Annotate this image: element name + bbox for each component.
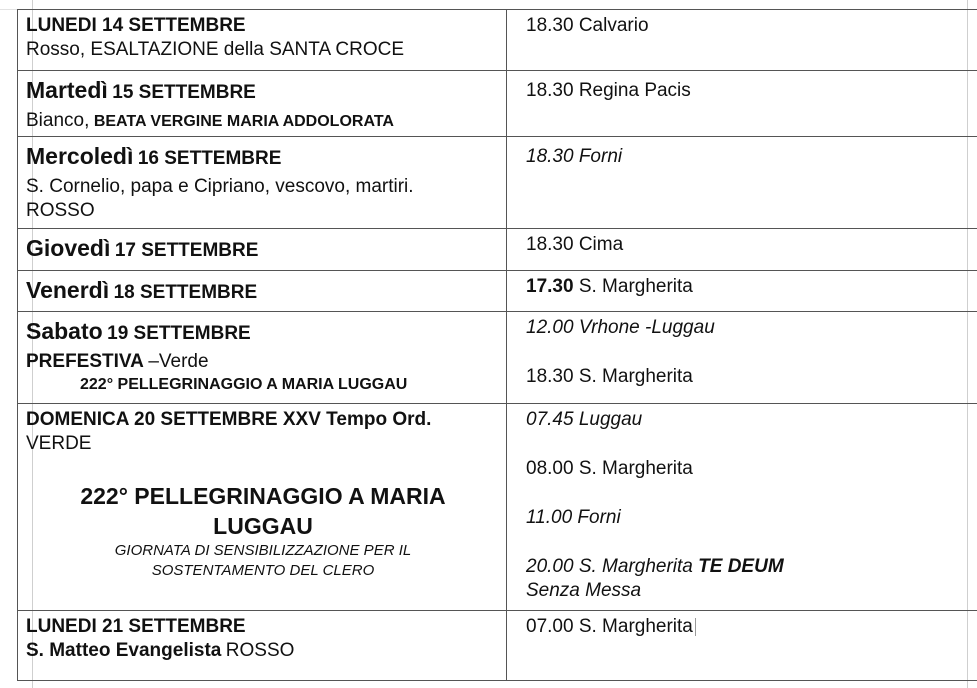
mass-time — [526, 555, 977, 579]
pilgrimage-title-cont: LUGGAU — [213, 513, 313, 539]
mass-cell[interactable] — [507, 271, 977, 312]
pilgrimage-title: 222° PELLEGRINAGGIO A MARIA — [80, 483, 446, 509]
liturgical-color: Bianco, — [26, 110, 90, 131]
mass-cell[interactable] — [507, 137, 977, 229]
liturgical-color: VERDE — [26, 433, 92, 454]
day-date: 18 SETTEMBRE — [113, 282, 258, 303]
mass-time — [526, 615, 977, 639]
te-deum-label: TE DEUM — [698, 556, 784, 577]
table-row — [18, 404, 977, 611]
mass-hour: 17.30 — [526, 276, 574, 297]
mass-time: 18.30 Calvario — [526, 15, 649, 36]
day-name: Sabato — [26, 318, 103, 344]
day-heading — [26, 141, 500, 175]
mass-time: 18.30 Cima — [526, 234, 624, 255]
mass-time: 18.30 Regina Pacis — [526, 80, 691, 101]
mass-cell[interactable] — [507, 404, 977, 611]
day-name: Venerdì — [26, 277, 110, 303]
day-cell[interactable] — [18, 10, 507, 71]
day-heading — [26, 75, 500, 109]
liturgical-color: –Verde — [148, 351, 209, 372]
day-cell[interactable] — [18, 611, 507, 681]
day-cell[interactable] — [18, 137, 507, 229]
day-date: 15 SETTEMBRE — [112, 82, 256, 103]
mass-time: 07.45 Luggau — [526, 409, 643, 430]
mass-time: 08.00 S. Margherita — [526, 458, 693, 479]
day-date: 17 SETTEMBRE — [114, 240, 259, 261]
mass-place: 20.00 S. Margherita — [526, 556, 693, 577]
day-heading: DOMENICA 20 SETTEMBRE XXV Tempo Ord. — [26, 409, 432, 430]
mass-cell[interactable] — [507, 611, 977, 681]
day-name: Giovedì — [26, 235, 111, 261]
mass-cell[interactable] — [507, 71, 977, 137]
liturgical-note — [26, 639, 500, 664]
table-row — [18, 229, 977, 271]
day-cell[interactable] — [18, 71, 507, 137]
pilgrimage-subtitle-cont: SOSTENTAMENTO DEL CLERO — [151, 562, 375, 579]
mass-cell[interactable] — [507, 312, 977, 404]
day-cell[interactable] — [18, 229, 507, 271]
day-heading — [26, 275, 500, 309]
liturgical-color: ROSSO — [26, 200, 95, 221]
mass-time: 11.00 Forni — [526, 507, 621, 528]
mass-cell[interactable] — [507, 10, 977, 71]
day-heading — [26, 316, 500, 350]
day-heading: LUNEDI 21 SETTEMBRE — [26, 616, 246, 637]
table-row — [18, 10, 977, 71]
day-name: Mercoledì — [26, 143, 134, 169]
mass-cell[interactable] — [507, 229, 977, 271]
liturgical-color: ROSSO — [225, 640, 295, 661]
day-cell[interactable] — [18, 404, 507, 611]
saint-name: S. Matteo Evangelista — [26, 640, 222, 661]
day-cell[interactable] — [18, 271, 507, 312]
table-row — [18, 611, 977, 681]
pilgrimage-note: 222° PELLEGRINAGGIO A MARIA LUGGAU — [80, 376, 408, 393]
text-cursor-icon — [695, 618, 696, 636]
table-row — [18, 271, 977, 312]
mass-place: S. Margherita — [578, 276, 693, 297]
mass-time: 18.30 S. Margherita — [526, 366, 693, 387]
table-row — [18, 137, 977, 229]
schedule-table — [17, 9, 977, 681]
table-row — [18, 312, 977, 404]
day-date: 19 SETTEMBRE — [107, 323, 251, 344]
prefestiva-line — [26, 350, 500, 375]
day-name: Martedì — [26, 77, 108, 103]
mass-place: 07.00 S. Margherita — [526, 616, 693, 637]
liturgical-note — [26, 109, 500, 133]
mass-note: Senza Messa — [526, 580, 642, 601]
prefestiva-label: PREFESTIVA — [26, 351, 144, 372]
liturgical-note: Rosso, ESALTAZIONE della SANTA CROCE — [26, 39, 404, 60]
mass-time: 18.30 Forni — [526, 146, 623, 167]
liturgical-note: S. Cornelio, papa e Cipriano, vescovo, martiri. — [26, 176, 414, 197]
feast-name: BEATA VERGINE MARIA ADDOLORATA — [93, 113, 394, 130]
day-date: 16 SETTEMBRE — [137, 148, 282, 169]
pilgrimage-subtitle: GIORNATA DI SENSIBILIZZAZIONE PER IL — [114, 542, 412, 559]
day-heading — [26, 233, 500, 267]
mass-time — [526, 275, 977, 299]
day-cell[interactable] — [18, 312, 507, 404]
mass-time: 12.00 Vrhone -Luggau — [526, 317, 715, 338]
table-row — [18, 71, 977, 137]
day-heading: LUNEDI 14 SETTEMBRE — [26, 15, 246, 36]
